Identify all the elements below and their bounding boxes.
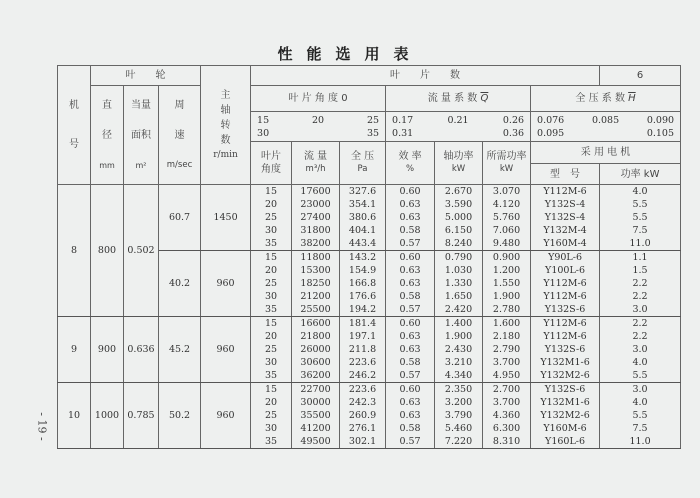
shaft-power: 2.420 (435, 303, 483, 317)
table-row (58, 317, 681, 331)
header-flow-coef (386, 86, 531, 112)
required-power: 8.310 (483, 435, 531, 449)
motor-model: Y112M-6 (531, 317, 600, 331)
motor-model: Y132S-4 (531, 198, 600, 211)
required-power: 3.070 (483, 185, 531, 199)
flow-rate: 35500 (292, 409, 340, 422)
motor-model: Y132M1-6 (531, 356, 600, 369)
total-pressure: 211.8 (340, 343, 386, 356)
flow-rate: 23000 (292, 198, 340, 211)
header-text: 效 率 (398, 151, 422, 162)
total-pressure: 242.3 (340, 396, 386, 409)
header-machine-no (58, 66, 91, 185)
motor-power: 2.2 (600, 330, 681, 343)
efficiency: 0.63 (386, 277, 435, 290)
col-pressure (340, 142, 386, 185)
motor-power: 2.2 (600, 277, 681, 290)
value: 0.085 (591, 114, 620, 126)
shaft-power: 3.200 (435, 396, 483, 409)
pressure-coef-symbol: $\overline{H}$ (628, 93, 636, 104)
blade-angle: 35 (251, 303, 292, 317)
motor-model: Y112M-6 (531, 330, 600, 343)
machine-no: 10 (58, 383, 91, 449)
shaft-power: 5.000 (435, 211, 483, 224)
shaft-power: 1.400 (435, 317, 483, 331)
efficiency: 0.60 (386, 251, 435, 265)
total-pressure: 276.1 (340, 422, 386, 435)
blade-angle: 20 (251, 396, 292, 409)
motor-power: 7.5 (600, 422, 681, 435)
value: 25 (366, 114, 380, 126)
required-power: 9.480 (483, 237, 531, 251)
header-text: kW (451, 164, 466, 174)
motor-model: Y132M-4 (531, 224, 600, 237)
tip-speed: 50.2 (159, 383, 201, 449)
performance-table (57, 65, 681, 449)
page-title: 性能选用表 (277, 45, 423, 63)
efficiency: 0.57 (386, 435, 435, 449)
motor-power: 2.2 (600, 317, 681, 331)
header-pressure-coef (531, 86, 681, 112)
value: 0.105 (646, 127, 675, 139)
header-text: 速 (174, 129, 185, 141)
total-pressure: 143.2 (340, 251, 386, 265)
header-tip-speed (159, 86, 201, 185)
shaft-power: 8.240 (435, 237, 483, 251)
header-area (124, 86, 159, 185)
motor-model: Y160L-6 (531, 435, 600, 449)
tip-speed: 40.2 (159, 251, 201, 317)
value: 0.17 (392, 114, 414, 126)
total-pressure: 302.1 (340, 435, 386, 449)
efficiency: 0.63 (386, 264, 435, 277)
header-text: 角度 (261, 164, 282, 175)
motor-power: 4.0 (600, 185, 681, 199)
value: 0.095 (537, 127, 565, 139)
required-power: 2.780 (483, 303, 531, 317)
motor-model: Y132M2-6 (531, 409, 600, 422)
efficiency: 0.63 (386, 396, 435, 409)
required-power: 4.360 (483, 409, 531, 422)
efficiency: 0.63 (386, 409, 435, 422)
header-text: 流 量 (303, 151, 328, 162)
motor-model: Y100L-6 (531, 264, 600, 277)
total-pressure: 154.9 (340, 264, 386, 277)
value: 35 (366, 127, 380, 139)
header-text: 主 (220, 89, 231, 101)
shaft-power: 6.150 (435, 224, 483, 237)
motor-power: 2.2 (600, 290, 681, 303)
total-pressure: 194.2 (340, 303, 386, 317)
motor-power: 3.0 (600, 383, 681, 397)
motor-model: Y132M2-6 (531, 369, 600, 383)
efficiency: 0.63 (386, 330, 435, 343)
flow-coef-symbol: $\overline{Q}$ (480, 93, 489, 104)
required-power: 2.790 (483, 343, 531, 356)
blade-angle: 35 (251, 435, 292, 449)
header-text: Pa (357, 164, 368, 174)
blade-angle: 15 (251, 317, 292, 331)
efficiency: 0.60 (386, 185, 435, 199)
blade-angle: 25 (251, 277, 292, 290)
value: 15 (257, 114, 270, 126)
shaft-rpm: 1450 (201, 185, 251, 251)
required-power: 5.760 (483, 211, 531, 224)
value: 0.090 (646, 114, 675, 126)
motor-model: Y132M1-6 (531, 396, 600, 409)
total-pressure: 443.4 (340, 237, 386, 251)
motor-power: 4.0 (600, 356, 681, 369)
flow-rate: 16600 (292, 317, 340, 331)
flow-rate: 26000 (292, 343, 340, 356)
blade-angle: 25 (251, 343, 292, 356)
flow-rate: 15300 (292, 264, 340, 277)
motor-power: 3.0 (600, 343, 681, 356)
blade-angle: 20 (251, 330, 292, 343)
motor-model: Y132S-6 (531, 343, 600, 356)
flow-rate: 36200 (292, 369, 340, 383)
page-number: - 19 - (35, 412, 49, 441)
header-text: m/sec (166, 159, 193, 170)
header-text: r/min (213, 149, 238, 160)
header-text: 号 (69, 139, 79, 150)
header-text: 直 (102, 99, 112, 111)
shaft-power: 3.590 (435, 198, 483, 211)
header-text: 转 (220, 119, 231, 131)
shaft-rpm: 960 (201, 383, 251, 449)
header-text: m² (135, 160, 147, 170)
value: 0.21 (447, 114, 469, 126)
shaft-power: 3.790 (435, 409, 483, 422)
total-pressure: 181.4 (340, 317, 386, 331)
shaft-power: 2.670 (435, 185, 483, 199)
total-pressure: 260.9 (340, 409, 386, 422)
header-text: kW (499, 164, 514, 174)
blade-angle: 30 (251, 422, 292, 435)
motor-power: 3.0 (600, 303, 681, 317)
table-row (58, 185, 681, 199)
blade-angle: 15 (251, 185, 292, 199)
motor-model: Y132S-6 (531, 303, 600, 317)
value: 0.076 (537, 114, 565, 126)
motor-model: Y112M-6 (531, 277, 600, 290)
flow-rate: 11800 (292, 251, 340, 265)
motor-power: 5.5 (600, 198, 681, 211)
efficiency: 0.57 (386, 237, 435, 251)
blade-angle: 25 (251, 409, 292, 422)
header-text: 叶片 (261, 151, 282, 162)
efficiency: 0.58 (386, 224, 435, 237)
required-power: 2.700 (483, 383, 531, 397)
machine-no: 8 (58, 185, 91, 317)
header-impeller: 叶 轮 (91, 66, 201, 86)
required-power: 2.180 (483, 330, 531, 343)
required-power: 6.300 (483, 422, 531, 435)
flow-rate: 31800 (292, 224, 340, 237)
header-text: 流 量 系 数 (427, 93, 478, 104)
required-power: 1.600 (483, 317, 531, 331)
motor-power: 5.5 (600, 409, 681, 422)
shaft-power: 3.210 (435, 356, 483, 369)
efficiency: 0.57 (386, 369, 435, 383)
col-motor-power: 功率 kW (600, 164, 681, 185)
flow-rate: 30000 (292, 396, 340, 409)
header-text: m³/h (305, 164, 326, 174)
header-text: 面积 (131, 129, 151, 141)
flow-rate: 21800 (292, 330, 340, 343)
motor-power: 1.5 (600, 264, 681, 277)
blade-angle: 30 (251, 356, 292, 369)
blade-angle: 20 (251, 198, 292, 211)
efficiency: 0.60 (386, 317, 435, 331)
blade-angle: 25 (251, 211, 292, 224)
flow-rate: 30600 (292, 356, 340, 369)
header-text: 所需功率 (486, 151, 527, 162)
motor-model: Y112M-6 (531, 185, 600, 199)
total-pressure: 354.1 (340, 198, 386, 211)
required-power: 4.120 (483, 198, 531, 211)
diameter: 1000 (91, 383, 124, 449)
efficiency: 0.58 (386, 290, 435, 303)
machine-no: 9 (58, 317, 91, 383)
shaft-rpm: 960 (201, 251, 251, 317)
total-pressure: 404.1 (340, 224, 386, 237)
efficiency: 0.57 (386, 303, 435, 317)
motor-model: Y160M-6 (531, 422, 600, 435)
efficiency: 0.58 (386, 422, 435, 435)
header-blade-count: 6 (600, 66, 681, 86)
header-text: 轴功率 (443, 151, 474, 162)
motor-power: 5.5 (600, 369, 681, 383)
motor-model: Y112M-6 (531, 290, 600, 303)
value: 30 (257, 127, 270, 139)
blade-angle: 35 (251, 237, 292, 251)
header-text: 当量 (131, 99, 151, 111)
header-text: mm (99, 160, 115, 170)
flow-rate: 49500 (292, 435, 340, 449)
header-text: 数 (220, 134, 231, 146)
efficiency: 0.63 (386, 198, 435, 211)
flow-rate: 17600 (292, 185, 340, 199)
total-pressure: 327.6 (340, 185, 386, 199)
efficiency: 0.58 (386, 356, 435, 369)
required-power: 3.700 (483, 396, 531, 409)
motor-power: 4.0 (600, 396, 681, 409)
motor-model: Y132S-4 (531, 211, 600, 224)
flow-rate: 18250 (292, 277, 340, 290)
flow-rate: 41200 (292, 422, 340, 435)
shaft-power: 4.340 (435, 369, 483, 383)
header-shaft-speed (201, 66, 251, 185)
header-text: 轴 (220, 104, 231, 116)
shaft-power: 2.430 (435, 343, 483, 356)
total-pressure: 223.6 (340, 356, 386, 369)
table-row (58, 383, 681, 397)
motor-model: Y160M-4 (531, 237, 600, 251)
shaft-power: 1.330 (435, 277, 483, 290)
required-power: 4.950 (483, 369, 531, 383)
motor-power: 1.1 (600, 251, 681, 265)
required-power: 0.900 (483, 251, 531, 265)
equivalent-area: 0.502 (124, 185, 159, 317)
value: 0.26 (502, 114, 525, 126)
header-text: 机 (69, 100, 79, 111)
col-motor: 采 用 电 机 (531, 142, 681, 164)
col-flow (292, 142, 340, 185)
shaft-power: 1.650 (435, 290, 483, 303)
flow-rate: 22700 (292, 383, 340, 397)
required-power: 1.550 (483, 277, 531, 290)
blade-angle: 30 (251, 224, 292, 237)
shaft-power: 1.900 (435, 330, 483, 343)
pressure-coef-values (531, 112, 681, 142)
shaft-power: 2.350 (435, 383, 483, 397)
value: 20 (311, 114, 325, 126)
header-text: % (405, 164, 415, 174)
efficiency: 0.60 (386, 383, 435, 397)
equivalent-area: 0.636 (124, 317, 159, 383)
value: 0.31 (392, 127, 414, 139)
value: 0.36 (502, 127, 525, 139)
required-power: 1.200 (483, 264, 531, 277)
tip-speed: 60.7 (159, 185, 201, 251)
equivalent-area: 0.785 (124, 383, 159, 449)
required-power: 1.900 (483, 290, 531, 303)
blade-angle: 35 (251, 369, 292, 383)
diameter: 800 (91, 185, 124, 317)
flow-rate: 21200 (292, 290, 340, 303)
total-pressure: 380.6 (340, 211, 386, 224)
motor-model: Y90L-6 (531, 251, 600, 265)
diameter: 900 (91, 317, 124, 383)
total-pressure: 223.6 (340, 383, 386, 397)
efficiency: 0.63 (386, 343, 435, 356)
flow-coef-values (386, 112, 531, 142)
header-text: 全 压 系 数 (575, 93, 625, 104)
col-efficiency (386, 142, 435, 185)
blade-angle: 20 (251, 264, 292, 277)
header-text: 径 (102, 129, 112, 141)
flow-rate: 27400 (292, 211, 340, 224)
flow-rate: 25500 (292, 303, 340, 317)
efficiency: 0.63 (386, 211, 435, 224)
header-text: 全 压 (350, 151, 375, 162)
blade-angle: 15 (251, 383, 292, 397)
angle-values (251, 112, 386, 142)
blade-angle: 15 (251, 251, 292, 265)
required-power: 3.700 (483, 356, 531, 369)
total-pressure: 246.2 (340, 369, 386, 383)
col-required-power (483, 142, 531, 185)
motor-power: 11.0 (600, 237, 681, 251)
motor-power: 5.5 (600, 211, 681, 224)
motor-power: 7.5 (600, 224, 681, 237)
shaft-power: 1.030 (435, 264, 483, 277)
col-model: 型 号 (531, 164, 600, 185)
motor-model: Y132S-6 (531, 383, 600, 397)
header-diameter (91, 86, 124, 185)
header-blade-count-label: 叶 片 数 (251, 66, 600, 86)
header-blade-angle: 叶 片 角 度 0 (251, 86, 386, 112)
col-angle (251, 142, 292, 185)
total-pressure: 176.6 (340, 290, 386, 303)
flow-rate: 38200 (292, 237, 340, 251)
blade-angle: 30 (251, 290, 292, 303)
shaft-power: 5.460 (435, 422, 483, 435)
shaft-power: 7.220 (435, 435, 483, 449)
total-pressure: 166.8 (340, 277, 386, 290)
tip-speed: 45.2 (159, 317, 201, 383)
col-shaft-power (435, 142, 483, 185)
shaft-rpm: 960 (201, 317, 251, 383)
total-pressure: 197.1 (340, 330, 386, 343)
header-text: 周 (174, 99, 185, 111)
motor-power: 11.0 (600, 435, 681, 449)
required-power: 7.060 (483, 224, 531, 237)
shaft-power: 0.790 (435, 251, 483, 265)
